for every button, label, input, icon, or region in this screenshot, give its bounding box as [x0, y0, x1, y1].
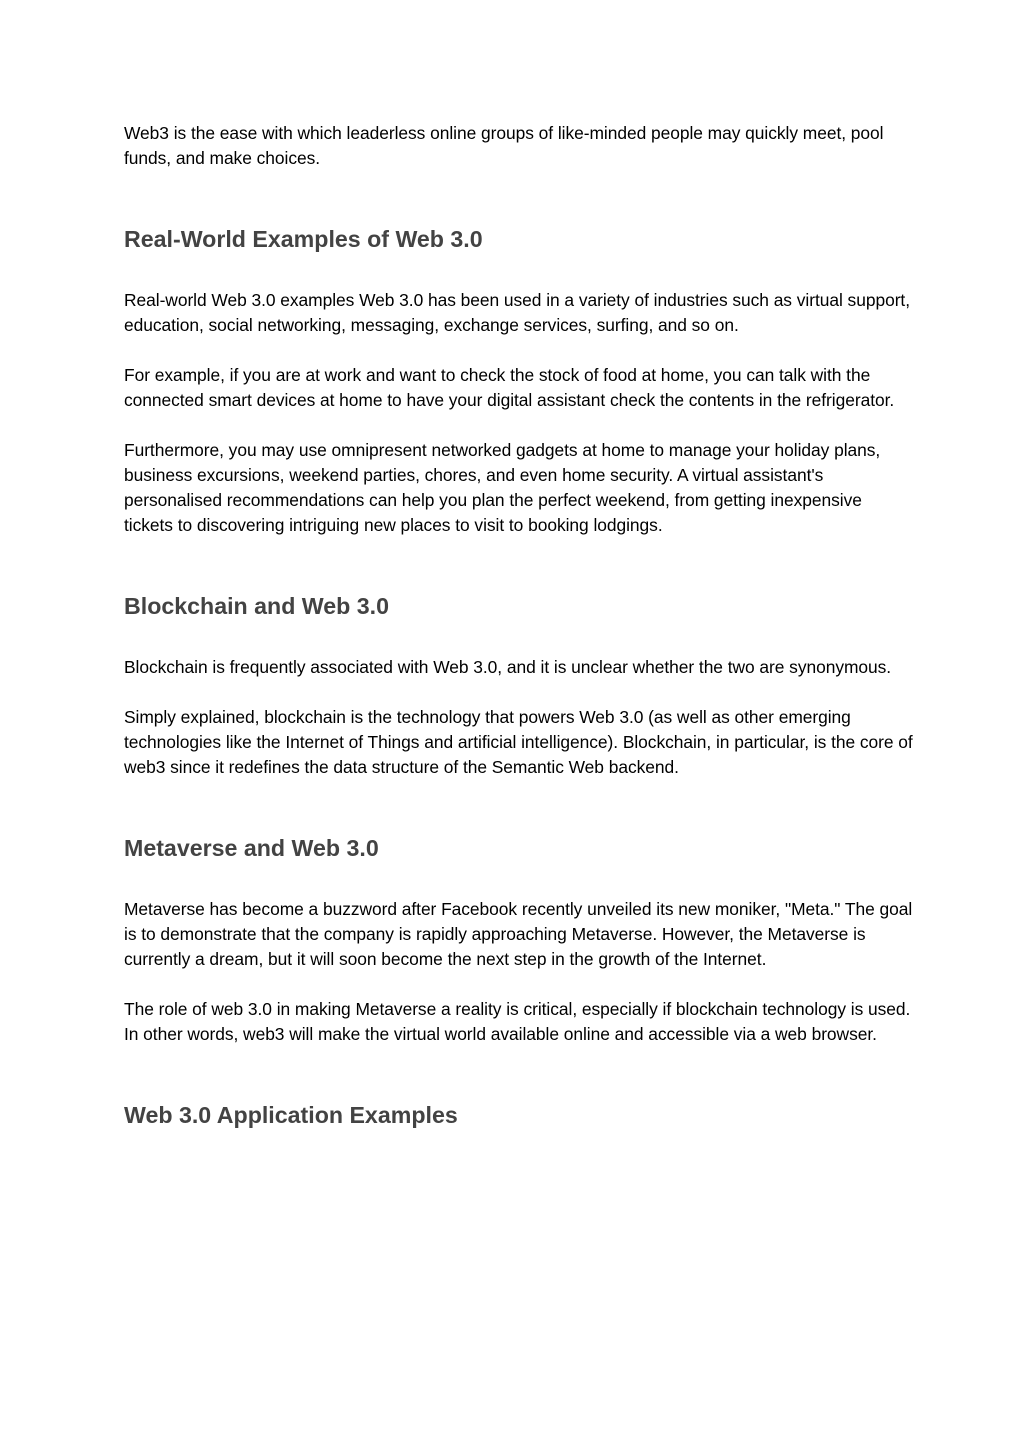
section-heading-real-world: Real-World Examples of Web 3.0 — [124, 226, 483, 252]
paragraph: Simply explained, blockchain is the technology that powers Web 3.0 (as well as other emerging technologies like the Internet of Things and artificial intelligence). Blockchain, in particular, is the core of web3 since it redefines the data structure of the Semantic Web backend. — [124, 707, 913, 777]
paragraph: The role of web 3.0 in making Metaverse a reality is critical, especially if blockchain technology is used. In other words, web3 will make the virtual world available online and accessible via a web browser. — [124, 999, 911, 1044]
paragraph: Blockchain is frequently associated with Web 3.0, and it is unclear whether the two are synonymous. — [124, 657, 892, 677]
paragraph: Metaverse has become a buzzword after Facebook recently unveiled its new moniker, "Meta." The goal is to demonstrate that the company is rapidly approaching Metaverse. However, the Metaverse is currently a dream, but it will soon become the next step in the growth of the Internet. — [124, 899, 913, 969]
intro-paragraph: Web3 is the ease with which leaderless online groups of like-minded people may quickly meet, pool funds, and make choices. — [124, 123, 884, 168]
paragraph: Furthermore, you may use omnipresent networked gadgets at home to manage your holiday plans, business excursions, weekend parties, chores, and even home security. A virtual assistant's personalised recommendations can help you plan the perfect weekend, from getting inexpensive tickets to discovering intriguing new places to visit to booking lodgings. — [124, 440, 881, 535]
section-heading-blockchain: Blockchain and Web 3.0 — [124, 593, 390, 619]
paragraph: Real-world Web 3.0 examples Web 3.0 has been used in a variety of industries such as virtual support, education, social networking, messaging, exchange services, surfing, and so on. — [124, 290, 910, 335]
section-heading-metaverse: Metaverse and Web 3.0 — [124, 835, 379, 861]
document-page — [124, 121, 914, 1130]
paragraph: For example, if you are at work and want to check the stock of food at home, you can talk with the connected smart devices at home to have your digital assistant check the contents in the refrigerator. — [124, 365, 895, 410]
section-heading-application-examples: Web 3.0 Application Examples — [124, 1102, 458, 1128]
